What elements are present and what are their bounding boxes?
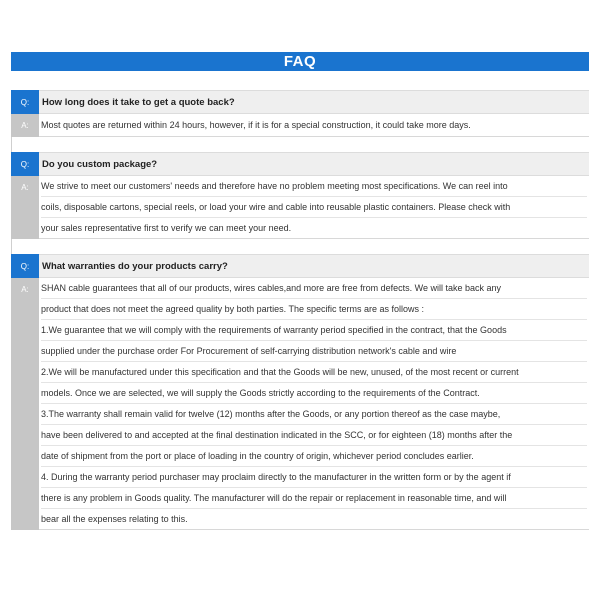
faq-section [11, 52, 589, 530]
question-tag: Q: [11, 254, 39, 278]
question-text: Do you custom package? [39, 152, 589, 176]
spacer [11, 71, 589, 90]
answer-tag: A: [11, 176, 39, 239]
answer-line: have been delivered to and accepted at the final destination indicated in the SCC, or for eighteen (18) months after the [41, 425, 587, 446]
answer-row [11, 278, 589, 530]
answer-line: date of shipment from the port or place of loading in the country of origin, whichever period concludes earlier. [41, 446, 587, 467]
answer-line: SHAN cable guarantees that all of our products, wires cables,and more are free from defects. We will take back any [41, 278, 587, 299]
answer-text [39, 176, 589, 239]
answer-line: there is any problem in Goods quality. The manufacturer will do the repair or replacement in reasonable time, and will [41, 488, 587, 509]
question-text: How long does it take to get a quote back? [39, 90, 589, 114]
faq-item [11, 152, 589, 239]
question-row [11, 254, 589, 278]
answer-text [39, 278, 589, 530]
answer-tag: A: [11, 114, 39, 137]
faq-item [11, 254, 589, 530]
answer-line: your sales representative first to verify we can meet your need. [41, 223, 292, 233]
question-text: What warranties do your products carry? [39, 254, 589, 278]
spacer [11, 239, 589, 254]
spacer [11, 137, 589, 152]
answer-line: We strive to meet our customers' needs and therefore have no problem meeting most specifications. We can reel into [41, 176, 587, 197]
answer-line: Most quotes are returned within 24 hours, however, if it is for a special construction, it could take more days. [41, 120, 471, 130]
answer-line: models. Once we are selected, we will supply the Goods strictly according to the requirements of the Contract. [41, 383, 587, 404]
answer-line: 4. During the warranty period purchaser may proclaim directly to the manufacturer in the written form or by the agent if [41, 467, 587, 488]
answer-text [39, 114, 589, 137]
answer-line: 1.We guarantee that we will comply with the requirements of warranty period specified in the contract, that the Goods [41, 320, 587, 341]
question-row [11, 90, 589, 114]
faq-title: FAQ [11, 52, 589, 71]
answer-line: supplied under the purchase order For Procurement of self-carrying distribution network's cable and wire [41, 341, 587, 362]
faq-item [11, 90, 589, 137]
answer-row [11, 176, 589, 239]
answer-line: coils, disposable cartons, special reels, or load your wire and cable into reusable plastic containers. Please check with [41, 197, 587, 218]
answer-line: product that does not meet the agreed quality by both parties. The specific terms are as follows : [41, 299, 587, 320]
question-tag: Q: [11, 152, 39, 176]
answer-tag: A: [11, 278, 39, 530]
answer-line: 3.The warranty shall remain valid for twelve (12) months after the Goods, or any portion thereof as the case maybe, [41, 404, 587, 425]
answer-line: bear all the expenses relating to this. [41, 514, 188, 524]
question-row [11, 152, 589, 176]
answer-line: 2.We will be manufactured under this specification and that the Goods will be new, unused, of the most recent or current [41, 362, 587, 383]
question-tag: Q: [11, 90, 39, 114]
answer-row [11, 114, 589, 137]
